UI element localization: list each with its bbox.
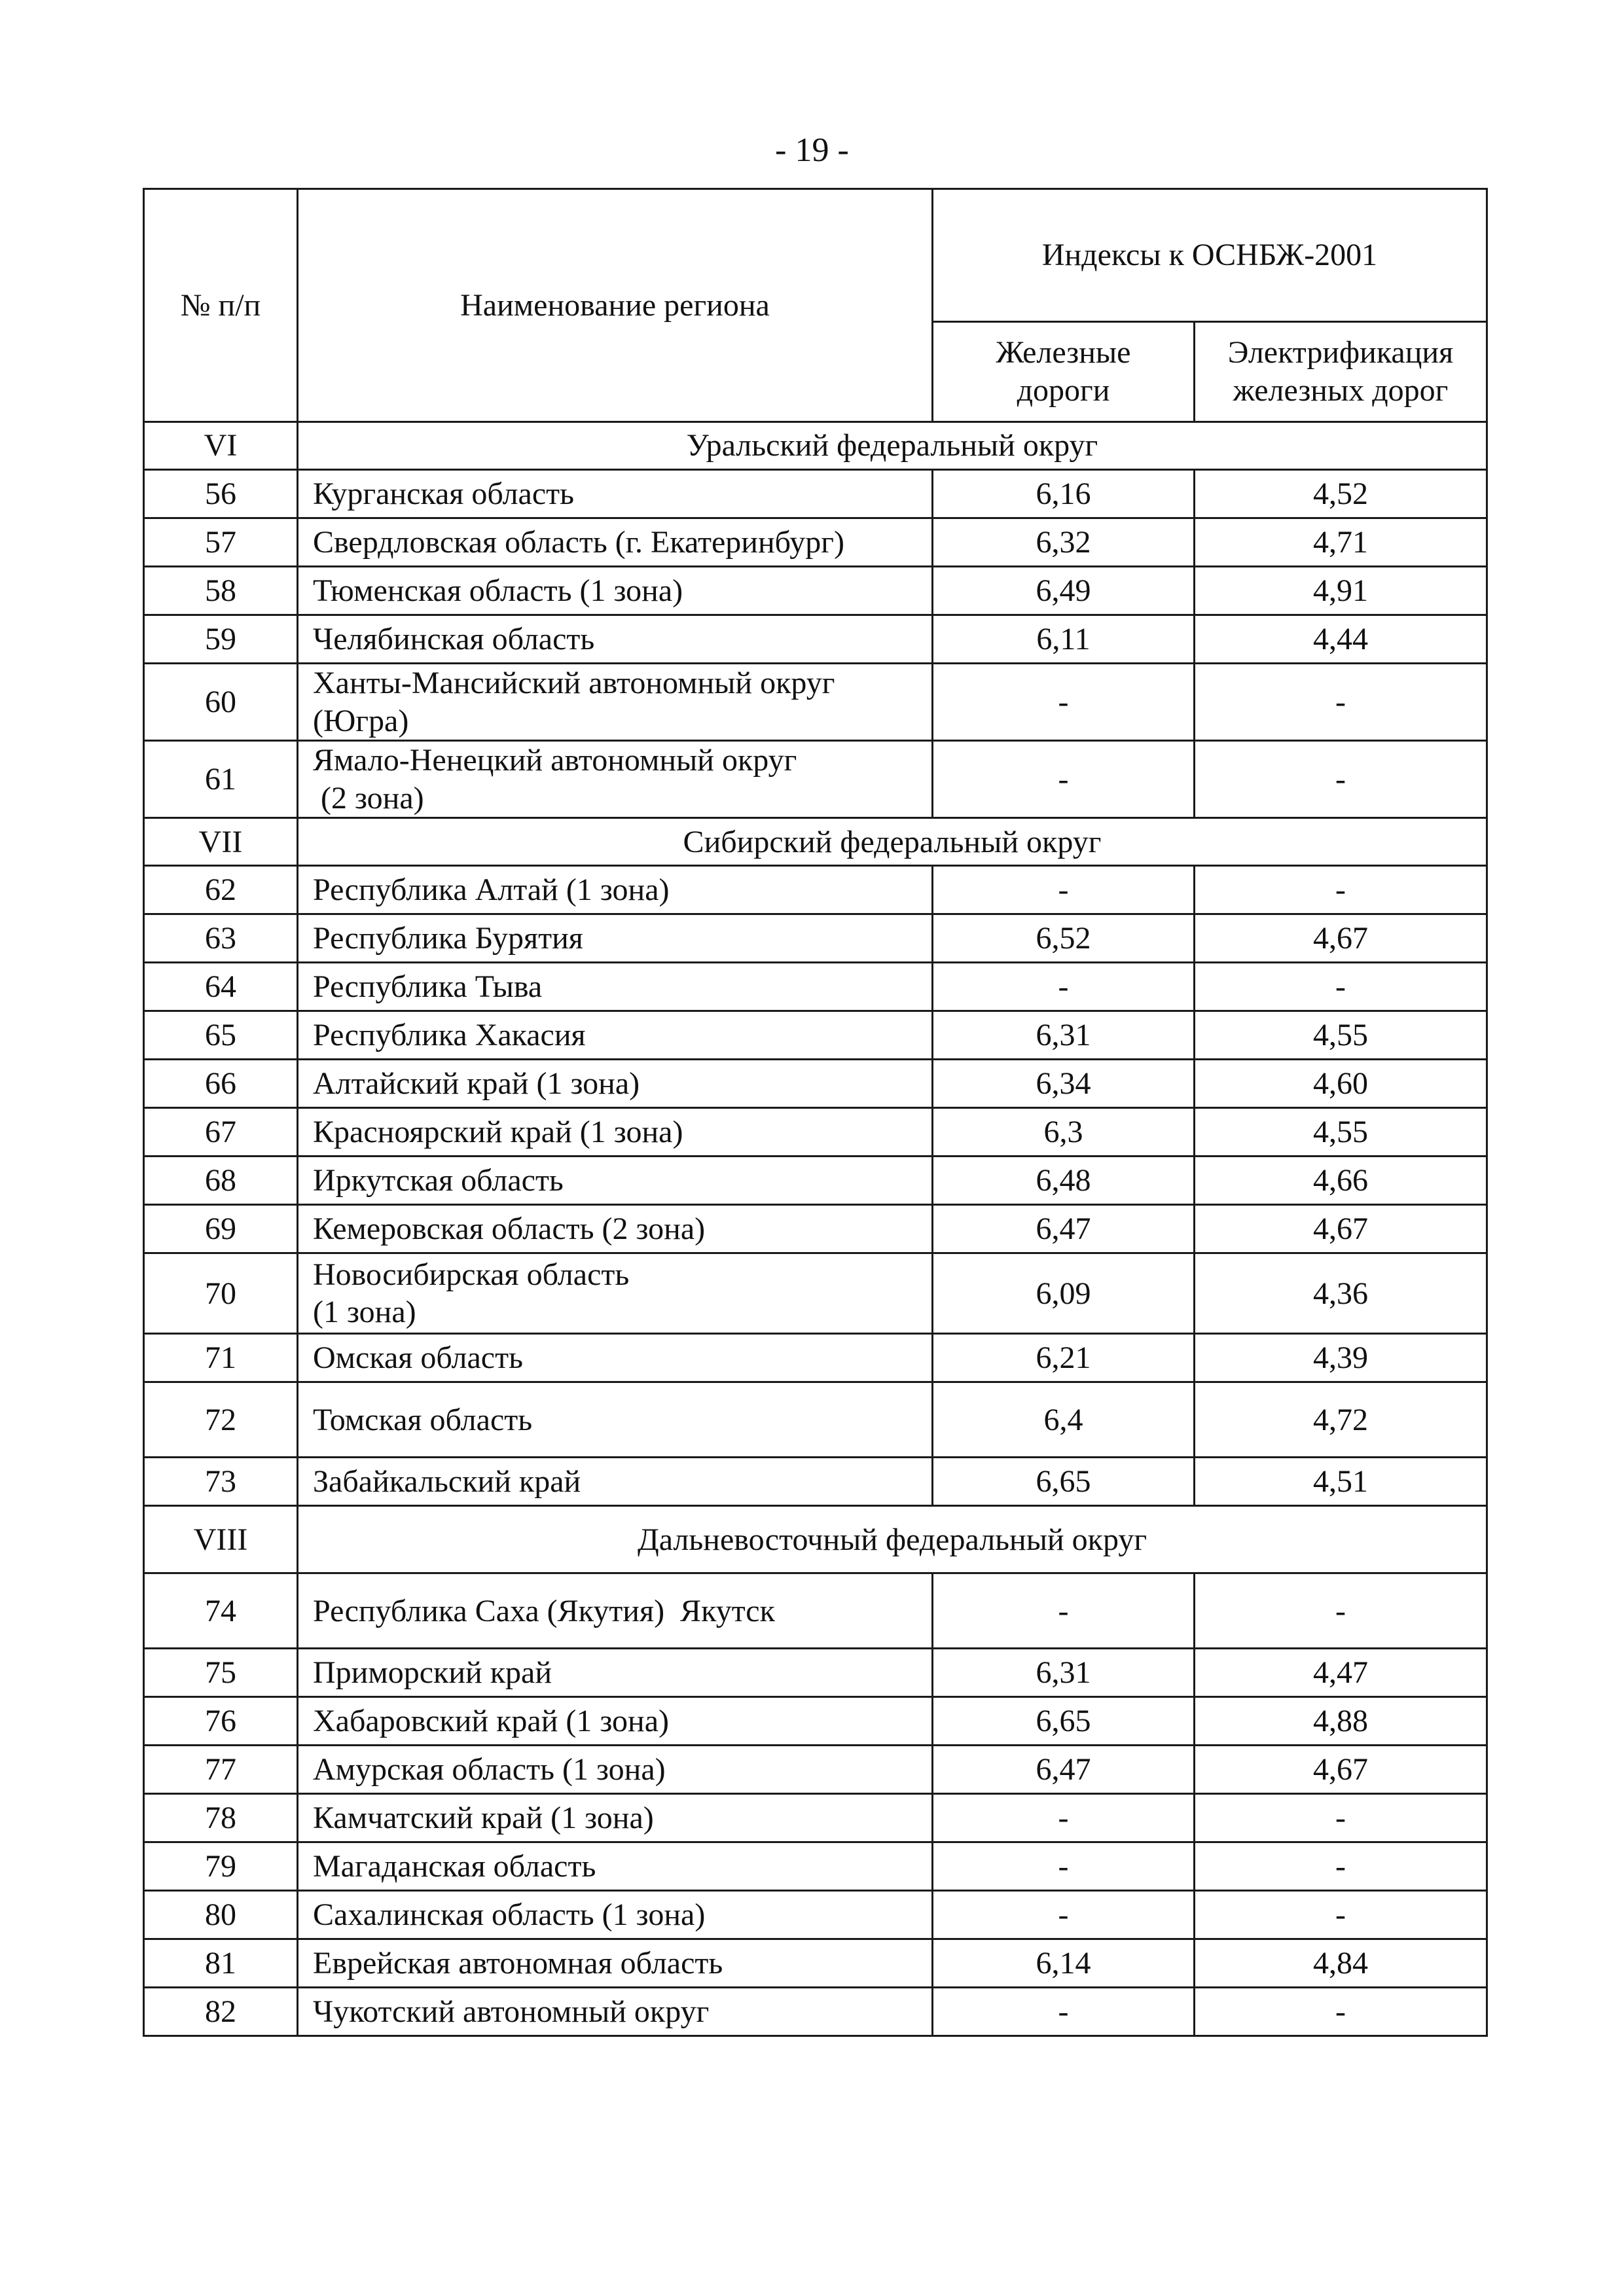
region-name: Хабаровский край (1 зона) bbox=[298, 1697, 933, 1746]
electrification-index: - bbox=[1195, 963, 1487, 1011]
table-row bbox=[144, 1334, 1487, 1382]
electrification-index: 4,60 bbox=[1195, 1060, 1487, 1108]
railway-index: 6,21 bbox=[933, 1334, 1195, 1382]
row-number: 64 bbox=[144, 963, 298, 1011]
table-row bbox=[144, 1649, 1487, 1697]
region-name bbox=[298, 741, 933, 818]
section-title: Сибирский федеральный округ bbox=[298, 818, 1487, 866]
table-row bbox=[144, 914, 1487, 963]
table-row bbox=[144, 470, 1487, 518]
electrification-index: 4,67 bbox=[1195, 914, 1487, 963]
railway-index: 6,49 bbox=[933, 567, 1195, 615]
electrification-index: 4,47 bbox=[1195, 1649, 1487, 1697]
region-name: Томская область bbox=[298, 1382, 933, 1458]
table-row bbox=[144, 741, 1487, 818]
header-electrification-line2: железных дорог bbox=[1233, 373, 1449, 408]
railway-index: 6,16 bbox=[933, 470, 1195, 518]
table-row bbox=[144, 567, 1487, 615]
railway-index: - bbox=[933, 1988, 1195, 2036]
railway-index: 6,4 bbox=[933, 1382, 1195, 1458]
row-number: 57 bbox=[144, 518, 298, 567]
region-name-line1: Ямало-Ненецкий автономный округ bbox=[313, 743, 797, 778]
region-name-line1: Новосибирская область bbox=[313, 1257, 630, 1292]
railway-index: - bbox=[933, 1794, 1195, 1842]
electrification-index: 4,51 bbox=[1195, 1458, 1487, 1506]
table-row bbox=[144, 1060, 1487, 1108]
electrification-index: 4,71 bbox=[1195, 518, 1487, 567]
row-number: 68 bbox=[144, 1157, 298, 1205]
row-number: 56 bbox=[144, 470, 298, 518]
row-number: 76 bbox=[144, 1697, 298, 1746]
electrification-index: - bbox=[1195, 1988, 1487, 2036]
railway-index: 6,47 bbox=[933, 1205, 1195, 1253]
region-name: Свердловская область (г. Екатеринбург) bbox=[298, 518, 933, 567]
header-indices: Индексы к ОСНБЖ-2001 bbox=[933, 189, 1487, 322]
table-row bbox=[144, 1794, 1487, 1842]
header-railways bbox=[933, 322, 1195, 422]
region-name: Магаданская область bbox=[298, 1842, 933, 1891]
railway-index: 6,47 bbox=[933, 1746, 1195, 1794]
row-number: 77 bbox=[144, 1746, 298, 1794]
page-number: - 19 - bbox=[775, 132, 849, 169]
electrification-index: 4,55 bbox=[1195, 1108, 1487, 1157]
region-name: Республика Алтай (1 зона) bbox=[298, 866, 933, 914]
section-row bbox=[144, 1506, 1487, 1573]
electrification-index: - bbox=[1195, 1842, 1487, 1891]
table-row bbox=[144, 1458, 1487, 1506]
electrification-index: - bbox=[1195, 1891, 1487, 1939]
region-name: Сахалинская область (1 зона) bbox=[298, 1891, 933, 1939]
electrification-index: 4,72 bbox=[1195, 1382, 1487, 1458]
electrification-index: 4,67 bbox=[1195, 1746, 1487, 1794]
railway-index: 6,31 bbox=[933, 1011, 1195, 1060]
electrification-index: 4,88 bbox=[1195, 1697, 1487, 1746]
region-name: Тюменская область (1 зона) bbox=[298, 567, 933, 615]
electrification-index: - bbox=[1195, 741, 1487, 818]
region-name: Республика Бурятия bbox=[298, 914, 933, 963]
row-number: 79 bbox=[144, 1842, 298, 1891]
railway-index: - bbox=[933, 741, 1195, 818]
electrification-index: 4,39 bbox=[1195, 1334, 1487, 1382]
table-row bbox=[144, 963, 1487, 1011]
railway-index: - bbox=[933, 1573, 1195, 1649]
table-row bbox=[144, 1382, 1487, 1458]
section-number: VIII bbox=[144, 1506, 298, 1573]
header-electrification-line1: Электрификация bbox=[1227, 335, 1454, 370]
row-number: 67 bbox=[144, 1108, 298, 1157]
region-name: Приморский край bbox=[298, 1649, 933, 1697]
railway-index: - bbox=[933, 664, 1195, 741]
section-number: VII bbox=[144, 818, 298, 866]
electrification-index: 4,84 bbox=[1195, 1939, 1487, 1988]
row-number: 75 bbox=[144, 1649, 298, 1697]
railway-index: 6,65 bbox=[933, 1697, 1195, 1746]
region-name: Республика Тыва bbox=[298, 963, 933, 1011]
railway-index: 6,14 bbox=[933, 1939, 1195, 1988]
region-name: Чукотский автономный округ bbox=[298, 1988, 933, 2036]
railway-index: 6,34 bbox=[933, 1060, 1195, 1108]
region-name bbox=[298, 1253, 933, 1334]
electrification-index: 4,44 bbox=[1195, 615, 1487, 664]
row-number: 61 bbox=[144, 741, 298, 818]
region-name: Амурская область (1 зона) bbox=[298, 1746, 933, 1794]
header-electrification bbox=[1195, 322, 1487, 422]
railway-index: 6,31 bbox=[933, 1649, 1195, 1697]
railway-index: - bbox=[933, 866, 1195, 914]
railway-index: 6,09 bbox=[933, 1253, 1195, 1334]
electrification-index: 4,91 bbox=[1195, 567, 1487, 615]
electrification-index: 4,52 bbox=[1195, 470, 1487, 518]
row-number: 66 bbox=[144, 1060, 298, 1108]
row-number: 62 bbox=[144, 866, 298, 914]
electrification-index: - bbox=[1195, 664, 1487, 741]
table-row bbox=[144, 1842, 1487, 1891]
region-name: Иркутская область bbox=[298, 1157, 933, 1205]
row-number: 60 bbox=[144, 664, 298, 741]
railway-index: 6,65 bbox=[933, 1458, 1195, 1506]
region-name: Еврейская автономная область bbox=[298, 1939, 933, 1988]
row-number: 65 bbox=[144, 1011, 298, 1060]
row-number: 74 bbox=[144, 1573, 298, 1649]
header-railways-line1: Железные bbox=[996, 335, 1131, 370]
region-name: Челябинская область bbox=[298, 615, 933, 664]
region-name-line1: Ханты-Мансийский автономный округ bbox=[313, 666, 835, 700]
row-number: 81 bbox=[144, 1939, 298, 1988]
section-row bbox=[144, 422, 1487, 470]
row-number: 71 bbox=[144, 1334, 298, 1382]
row-number: 58 bbox=[144, 567, 298, 615]
table-row bbox=[144, 866, 1487, 914]
header-railways-line2: дороги bbox=[1017, 373, 1110, 408]
row-number: 63 bbox=[144, 914, 298, 963]
section-row bbox=[144, 818, 1487, 866]
table-row bbox=[144, 1011, 1487, 1060]
regions-index-table bbox=[143, 188, 1488, 2037]
railway-index: - bbox=[933, 1891, 1195, 1939]
table-row bbox=[144, 1939, 1487, 1988]
region-name: Курганская область bbox=[298, 470, 933, 518]
railway-index: 6,11 bbox=[933, 615, 1195, 664]
electrification-index: 4,55 bbox=[1195, 1011, 1487, 1060]
railway-index: 6,3 bbox=[933, 1108, 1195, 1157]
railway-index: 6,48 bbox=[933, 1157, 1195, 1205]
table-row bbox=[144, 1157, 1487, 1205]
region-name: Забайкальский край bbox=[298, 1458, 933, 1506]
region-name: Кемеровская область (2 зона) bbox=[298, 1205, 933, 1253]
region-name-line2: (1 зона) bbox=[313, 1295, 416, 1330]
railway-index: 6,52 bbox=[933, 914, 1195, 963]
header-region-name: Наименование региона bbox=[298, 189, 933, 422]
table-row bbox=[144, 1205, 1487, 1253]
table-row bbox=[144, 1891, 1487, 1939]
table-row bbox=[144, 1988, 1487, 2036]
region-name-line2: (2 зона) bbox=[313, 780, 424, 816]
row-number: 59 bbox=[144, 615, 298, 664]
row-number: 82 bbox=[144, 1988, 298, 2036]
region-name: Омская область bbox=[298, 1334, 933, 1382]
table-row bbox=[144, 1746, 1487, 1794]
row-number: 72 bbox=[144, 1382, 298, 1458]
row-number: 69 bbox=[144, 1205, 298, 1253]
table-row bbox=[144, 518, 1487, 567]
section-title: Дальневосточный федеральный округ bbox=[298, 1506, 1487, 1573]
railway-index: - bbox=[933, 963, 1195, 1011]
row-number: 78 bbox=[144, 1794, 298, 1842]
region-name-line2: (Югра) bbox=[313, 703, 409, 738]
railway-index: - bbox=[933, 1842, 1195, 1891]
region-name: Красноярский край (1 зона) bbox=[298, 1108, 933, 1157]
header-number: № п/п bbox=[144, 189, 298, 422]
electrification-index: - bbox=[1195, 1794, 1487, 1842]
row-number: 70 bbox=[144, 1253, 298, 1334]
electrification-index: 4,67 bbox=[1195, 1205, 1487, 1253]
table-row bbox=[144, 1108, 1487, 1157]
table-row bbox=[144, 1253, 1487, 1334]
section-number: VI bbox=[144, 422, 298, 470]
row-number: 80 bbox=[144, 1891, 298, 1939]
table-row bbox=[144, 664, 1487, 741]
region-name: Камчатский край (1 зона) bbox=[298, 1794, 933, 1842]
railway-index: 6,32 bbox=[933, 518, 1195, 567]
table-row bbox=[144, 1697, 1487, 1746]
electrification-index: 4,36 bbox=[1195, 1253, 1487, 1334]
table-row bbox=[144, 1573, 1487, 1649]
electrification-index: - bbox=[1195, 866, 1487, 914]
region-name: Алтайский край (1 зона) bbox=[298, 1060, 933, 1108]
electrification-index: - bbox=[1195, 1573, 1487, 1649]
region-name: Республика Саха (Якутия) Якутск bbox=[298, 1573, 933, 1649]
electrification-index: 4,66 bbox=[1195, 1157, 1487, 1205]
section-title: Уральский федеральный округ bbox=[298, 422, 1487, 470]
row-number: 73 bbox=[144, 1458, 298, 1506]
region-name: Республика Хакасия bbox=[298, 1011, 933, 1060]
table-row bbox=[144, 615, 1487, 664]
region-name bbox=[298, 664, 933, 741]
